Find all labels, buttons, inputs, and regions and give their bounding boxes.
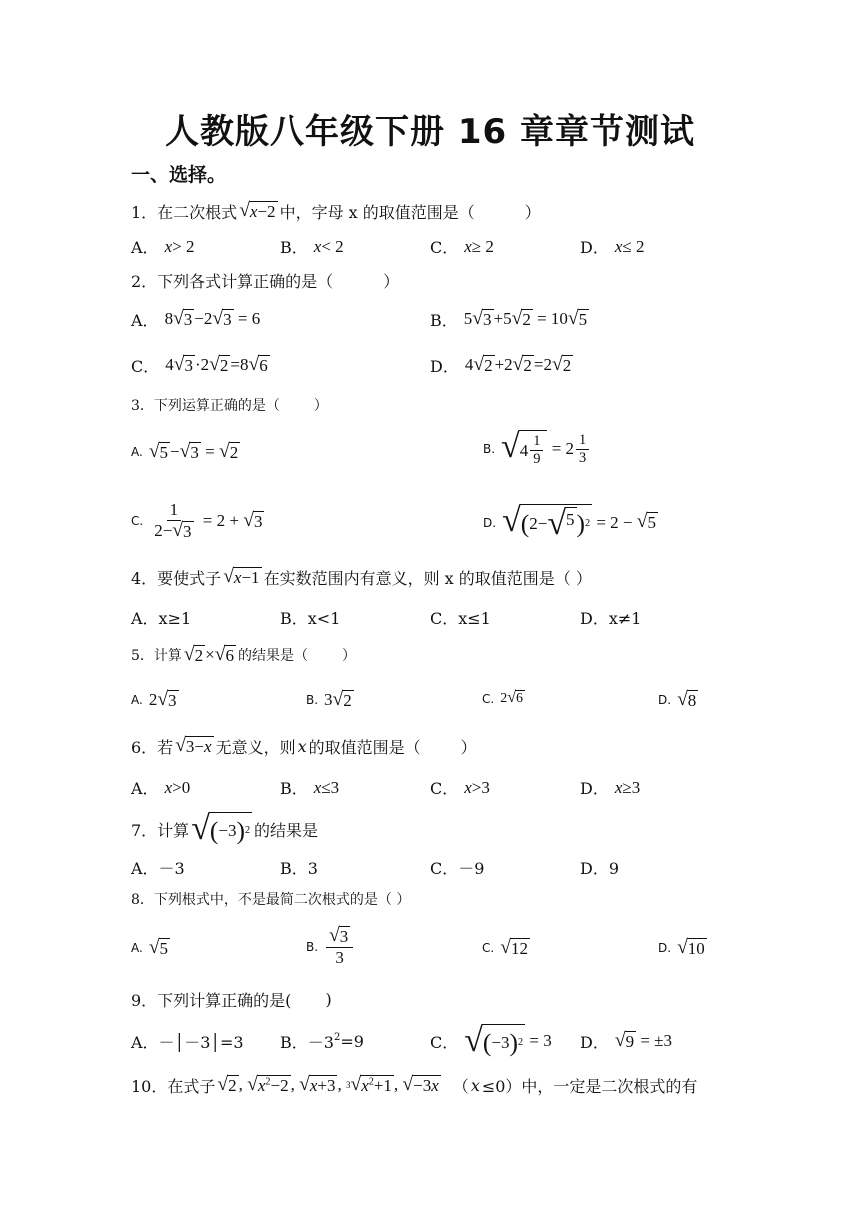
question-6-close: ） — [460, 738, 477, 757]
q5-option-c — [482, 690, 525, 707]
math: x ≤3 — [313, 777, 340, 797]
math-sqrt-neg3-squared: √ ( −3 ) 2 — [191, 810, 251, 847]
question-7-stem-b: 的结果是 — [254, 820, 319, 840]
math: 5 √ 3 +5 √ 2 = 10 √ 5 — [463, 308, 588, 330]
math: √ 12 — [500, 937, 528, 958]
math: x >3 — [464, 777, 490, 797]
math: √ 8 — [677, 689, 697, 710]
question-1-stem-b: 中，字母 x 的取值范围是（ — [279, 203, 475, 222]
q6-option-b — [280, 776, 339, 799]
math: √ 4 $\frac{1}{9}$ = 2 $\frac{1}{3}$ — [501, 430, 591, 469]
question-10-stem-a: 10．在式子 — [131, 1077, 216, 1096]
question-10-var: x — [470, 1076, 480, 1095]
q3-option-d — [483, 504, 658, 541]
math: x ≥ 2 — [464, 236, 494, 256]
question-2 — [131, 269, 399, 292]
q5-option-a — [131, 690, 179, 711]
option-label: D． — [580, 779, 609, 798]
question-6 — [131, 735, 477, 758]
question-1-stem-a: 1．在二次根式 — [131, 203, 238, 222]
math-sqrt2-times-sqrt6: √ 2 × √ 6 — [183, 644, 234, 665]
math: √ 3 3 — [324, 926, 355, 968]
question-3-stem: 3．下列运算正确的是（ — [131, 398, 280, 414]
option-label: D． — [580, 1033, 609, 1052]
option-label: B． — [430, 311, 458, 330]
q3-option-c — [131, 500, 264, 542]
q9-option-d — [580, 1030, 672, 1053]
option-label: A． — [131, 779, 159, 798]
question-4 — [131, 566, 592, 589]
option-label: D． — [580, 238, 609, 257]
option-label: C． — [430, 779, 459, 798]
question-7 — [131, 812, 318, 846]
q2-option-b — [430, 308, 589, 331]
q5-option-b — [306, 690, 354, 711]
option-label: B．－3 — [280, 1033, 334, 1052]
option-label: D． — [430, 357, 459, 376]
q7-option-a: A．－3 — [131, 859, 185, 878]
option-label: A. — [131, 445, 143, 460]
option-label: B. — [306, 693, 319, 708]
option-label: C． — [430, 1032, 459, 1052]
question-3-close: ） — [313, 398, 328, 414]
math-sqrt-x-minus-1: √ x−1 — [223, 566, 260, 588]
question-6-stem-b: 无意义，则 — [215, 738, 296, 757]
q1-option-b — [280, 235, 344, 258]
q7-option-b: B．3 — [280, 859, 318, 878]
math: √ 9 = ±3 — [614, 1030, 672, 1052]
option-label: D. — [658, 941, 672, 956]
q9-option-c — [430, 1024, 552, 1058]
option-label: B. — [483, 442, 496, 457]
math: 4 √ 2 +2 √ 2 =2 √ 2 — [464, 354, 572, 376]
q5-option-d — [658, 690, 698, 711]
option-label: A. — [131, 941, 143, 956]
option-label: C. — [131, 513, 144, 528]
q2-option-a — [131, 308, 260, 331]
q4-option-d: D．x≠1 — [580, 609, 642, 628]
question-6-stem-c: x — [297, 737, 307, 756]
q1-option-c — [430, 235, 494, 258]
q6-option-d — [580, 776, 640, 799]
q3-option-b — [483, 430, 591, 469]
q9-option-a: A．－│－3│=3 — [131, 1033, 244, 1052]
question-10-stem-c: ≤0）中，一定是二次根式的有 — [481, 1077, 698, 1096]
q2-option-c — [131, 354, 270, 377]
math: √ ( 2− √ 5 ) 2 = 2 − √ 5 — [502, 502, 657, 542]
math: 2 √ 6 — [500, 689, 524, 706]
q6-option-a — [131, 776, 190, 799]
option-label: C. — [482, 941, 495, 956]
q1-option-d — [580, 235, 644, 258]
question-5-stem-b: 的结果是（ — [237, 648, 308, 665]
option-tail: =9 — [340, 1032, 364, 1051]
question-5-close: ） — [341, 648, 356, 665]
question-8 — [131, 889, 410, 909]
q8-option-a — [131, 938, 170, 959]
math: 2 √ 3 — [148, 689, 177, 710]
option-label: C． — [131, 357, 160, 376]
question-6-stem-a: 6．若 — [131, 738, 174, 757]
question-10 — [131, 1074, 697, 1097]
math: x ≥3 — [614, 777, 641, 797]
option-label: C． — [430, 238, 459, 257]
question-2-close: ） — [383, 272, 400, 291]
q3-option-a — [131, 442, 240, 463]
question-1-close: ） — [524, 203, 541, 222]
question-5-stem-a: 5．计算 — [131, 648, 182, 665]
question-9-close: ) — [325, 990, 332, 1009]
math: x ≤ 2 — [614, 236, 645, 256]
question-2-stem: 2．下列各式计算正确的是（ — [131, 272, 334, 291]
math-expression-list: √ 2 , √ $x^2-2$ , √ x+3 , 3 √ $x^2+1$ , √ −3x — [217, 1074, 439, 1096]
q6-option-c — [430, 776, 490, 799]
option-label: A． — [131, 311, 159, 330]
q7-option-c: C．－9 — [430, 859, 485, 878]
q9-option-b: B．－3 $^2$ =9 — [280, 1032, 364, 1052]
math: √ 5 − √ 3 = √ 2 — [148, 441, 239, 462]
math: √ 5 — [148, 937, 169, 958]
question-8-stem: 8．下列根式中，不是最简二次根式的是（ ） — [131, 892, 411, 908]
q2-option-d — [430, 354, 573, 377]
math: 1 2− √ 3 = 2 + √ 3 — [154, 500, 263, 542]
math: 3 √ 2 — [324, 689, 352, 710]
option-label: C. — [482, 691, 495, 706]
q7-option-d: D．9 — [580, 859, 620, 878]
question-6-stem-d: 的取值范围是（ — [308, 738, 421, 757]
q4-option-a: A．x≥1 — [131, 609, 192, 628]
option-label: A. — [131, 693, 143, 708]
q1-option-a — [131, 235, 194, 258]
option-label: A． — [131, 238, 159, 257]
question-4-stem-a: 4．要使式子 — [131, 569, 222, 588]
math-sqrt-3-minus-x: √ 3−x — [175, 735, 212, 757]
q8-option-b — [306, 926, 355, 968]
q4-option-b: B．x<1 — [280, 609, 341, 628]
option-label: B. — [306, 939, 319, 954]
option-label: D. — [483, 515, 497, 530]
section-heading: 一、选择。 — [131, 164, 227, 186]
math: 8 √ 3 −2 √ 3 = 6 — [164, 308, 261, 330]
math: x < 2 — [313, 236, 344, 256]
page-title: 人教版八年级下册 16 章章节测试 — [165, 112, 695, 152]
math-sqrt-x-minus-2: √ x−2 — [239, 200, 276, 222]
question-4-stem-b: 在实数范围内有意义，则 x 的取值范围是（ ） — [263, 569, 592, 588]
option-label: D. — [658, 693, 672, 708]
question-9 — [131, 988, 332, 1011]
question-1 — [131, 200, 541, 223]
option-label: B． — [280, 238, 308, 257]
math: x > 2 — [164, 236, 195, 256]
question-3 — [131, 395, 328, 415]
math: 4 √ 3 ·2 √ 2 =8 √ 6 — [165, 354, 268, 376]
question-9-stem: 9．下列计算正确的是( — [131, 991, 292, 1010]
question-5 — [131, 645, 356, 666]
option-label: B． — [280, 779, 308, 798]
question-7-stem-a: 7．计算 — [131, 820, 190, 840]
math: √ 10 — [677, 937, 705, 958]
math: √ ( −3 ) 2 = 3 — [464, 1022, 552, 1059]
q4-option-c: C．x≤1 — [430, 609, 491, 628]
math: x >0 — [164, 777, 191, 797]
q8-option-c — [482, 938, 530, 959]
question-10-stem-b: （ — [452, 1077, 469, 1096]
q8-option-d — [658, 938, 707, 959]
